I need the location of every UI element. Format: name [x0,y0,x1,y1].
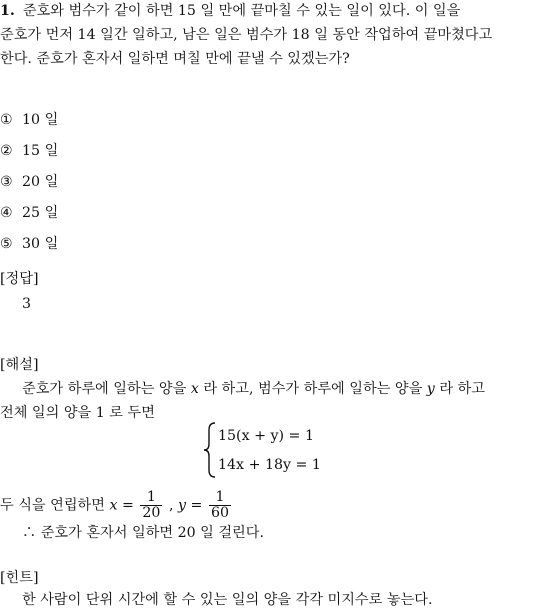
solution-line-3 [0,490,233,521]
fraction-y-denominator: 60 [210,505,230,521]
question-text-1: 준호와 범수가 같이 하면 15 일 만에 끝마칠 수 있는 일이 있다. 이 일을 [22,3,461,19]
fraction-x-numerator: 1 [146,489,156,505]
question-line-2: 준호가 먼저 14 일간 일하고, 남은 일은 범수가 18 일 동안 작업하여 끝마쳤다고 [0,27,493,43]
left-brace-icon [203,422,217,478]
choice-5[interactable] [0,235,58,253]
hint-heading: [힌트] [0,570,39,586]
fraction-x [140,490,162,521]
separator-comma: , [168,497,174,514]
solution-conclusion: ∴ 준호가 혼자서 일하면 20 일 걸린다. [22,525,264,541]
choice-4[interactable] [0,204,58,222]
y-equals: y = [178,497,203,514]
variable-y: y [426,381,435,397]
choice-1-text: 10 일 [22,112,59,128]
question-number: 1. [0,3,15,19]
choice-3-text: 20 일 [22,174,59,190]
choice-2-mark: ② [0,143,13,159]
choice-3[interactable] [0,173,58,191]
solution-line-1 [22,380,485,398]
choice-2-text: 15 일 [22,143,59,159]
choice-2[interactable] [0,142,58,160]
solution-line-1-a: 준호가 하루에 일하는 양을 [22,381,187,397]
solution-line-1-c: 라 하고 [439,381,485,397]
question-line-3: 한다. 준호가 혼자서 일하면 며칠 만에 끝낼 수 있겠는가? [0,51,350,67]
answer-heading: [정답] [0,271,39,287]
hint-text: 한 사람이 단위 시간에 할 수 있는 일의 양을 각각 미지수로 놓는다. [22,592,433,608]
choice-4-mark: ④ [0,205,13,221]
choice-5-mark: ⑤ [0,236,13,252]
equation-1: 15(x + y) = 1 [218,428,314,444]
solution-heading: [해설] [0,357,39,373]
solution-line-2: 전체 일의 양을 1 로 두면 [0,405,155,421]
fraction-y [209,490,231,521]
choice-1-mark: ① [0,112,13,128]
choice-4-text: 25 일 [22,205,59,221]
fraction-y-numerator: 1 [215,489,225,505]
question-line-1 [0,2,460,20]
x-equals: x = [109,497,134,514]
fraction-x-denominator: 20 [142,505,161,521]
solution-line-1-b: 라 하고, 범수가 하루에 일하는 양을 [203,381,423,397]
solution-line-3-a: 두 식을 연립하면 [0,497,105,514]
answer-value: 3 [22,296,32,312]
equation-2: 14x + 18y = 1 [218,457,321,473]
variable-x: x [190,381,199,397]
choice-5-text: 30 일 [22,236,59,252]
choice-3-mark: ③ [0,174,13,190]
choice-1[interactable] [0,111,58,129]
